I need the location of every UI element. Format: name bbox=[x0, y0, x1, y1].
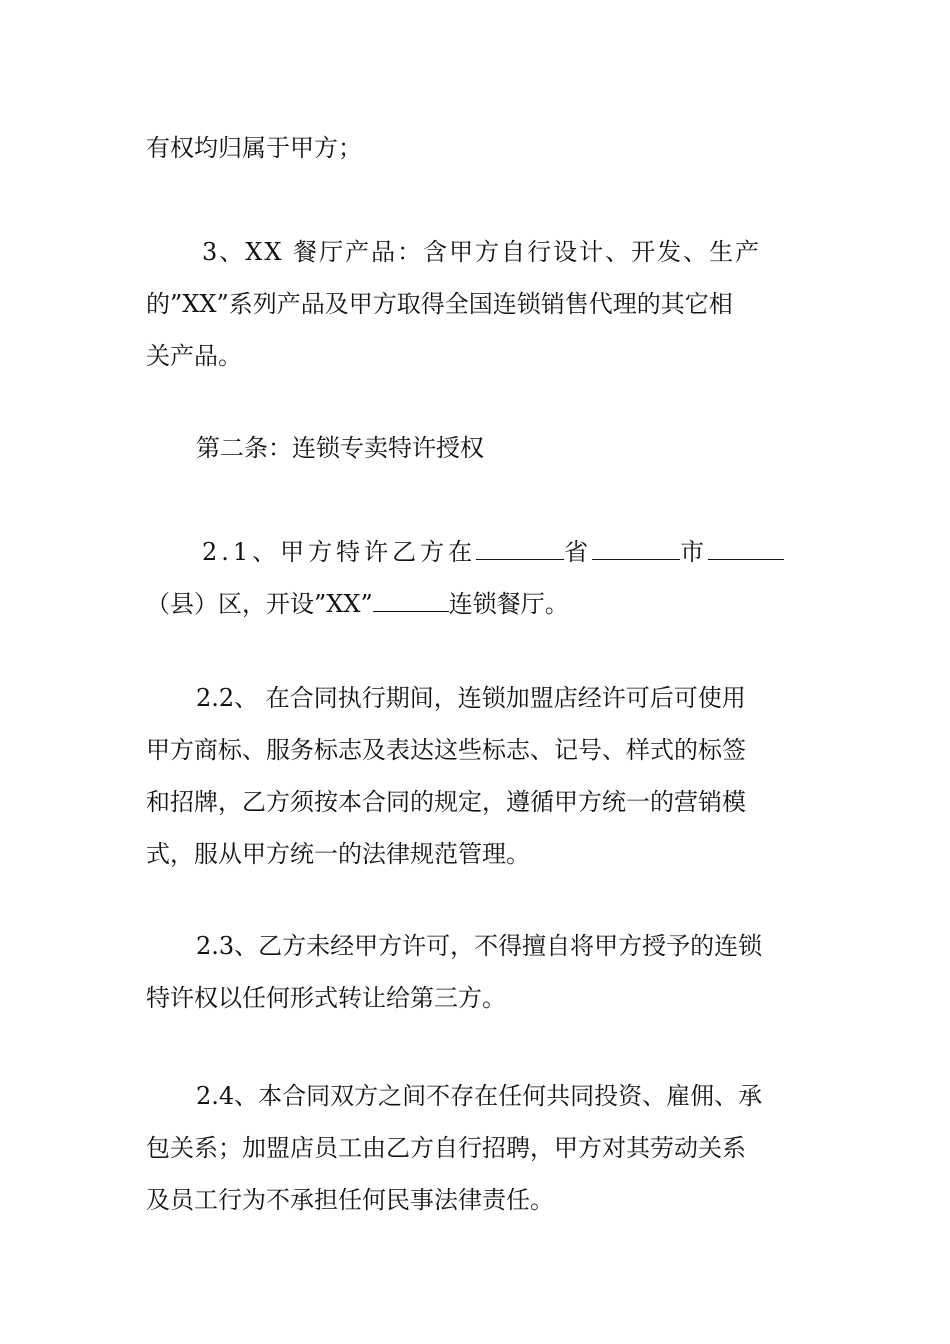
text-line: 有权均归属于甲方； bbox=[146, 134, 362, 162]
article-2-heading bbox=[146, 422, 806, 474]
district-blank bbox=[708, 537, 784, 560]
text-line: 2.3、乙方未经甲方许可，不得擅自将甲方授予的连锁 bbox=[196, 932, 763, 960]
text-line: 和招牌，乙方须按本合同的规定，遵循甲方统一的营销模 bbox=[146, 788, 746, 816]
paragraph-clause-2-1 bbox=[146, 526, 806, 630]
restaurant-name-blank bbox=[373, 589, 449, 612]
paragraph-continuation bbox=[146, 122, 806, 174]
text-line: 关产品。 bbox=[146, 342, 242, 370]
paragraph-clause-3 bbox=[146, 226, 806, 382]
text-line: 的”XX”系列产品及甲方取得全国连锁销售代理的其它相 bbox=[146, 290, 733, 318]
province-blank bbox=[476, 537, 564, 560]
text-line: 甲方商标、服务标志及表达这些标志、记号、样式的标签 bbox=[146, 736, 746, 764]
clause-2-1-line2-prefix: （县）区，开设”XX” bbox=[146, 590, 373, 618]
text-line: 3、XX 餐厅产品：含甲方自行设计、开发、生产 bbox=[202, 238, 762, 266]
text-line: 2.4、本合同双方之间不存在任何共同投资、雇佣、承 bbox=[196, 1082, 763, 1110]
text-line: 式，服从甲方统一的法律规范管理。 bbox=[146, 840, 530, 868]
province-label: 省 bbox=[564, 538, 593, 566]
text-line: 及员工行为不承担任何民事法律责任。 bbox=[146, 1186, 554, 1214]
city-label: 市 bbox=[680, 538, 709, 566]
clause-2-1-prefix: 2.1、甲方特许乙方在 bbox=[202, 538, 477, 566]
text-line: 包关系；加盟店员工由乙方自行招聘，甲方对其劳动关系 bbox=[146, 1134, 746, 1162]
text-line: 2.2、 在合同执行期间，连锁加盟店经许可后可使用 bbox=[196, 684, 746, 712]
text-line: 特许权以任何形式转让给第三方。 bbox=[146, 984, 506, 1012]
paragraph-clause-2-2 bbox=[146, 672, 806, 880]
city-blank bbox=[592, 537, 680, 560]
text-line bbox=[146, 578, 806, 630]
paragraph-clause-2-3 bbox=[146, 920, 806, 1024]
paragraph-clause-2-4 bbox=[146, 1070, 806, 1226]
heading-text: 第二条：连锁专卖特许授权 bbox=[196, 434, 484, 462]
text-line bbox=[146, 526, 806, 578]
clause-2-1-line2-suffix: 连锁餐厅。 bbox=[448, 590, 569, 618]
